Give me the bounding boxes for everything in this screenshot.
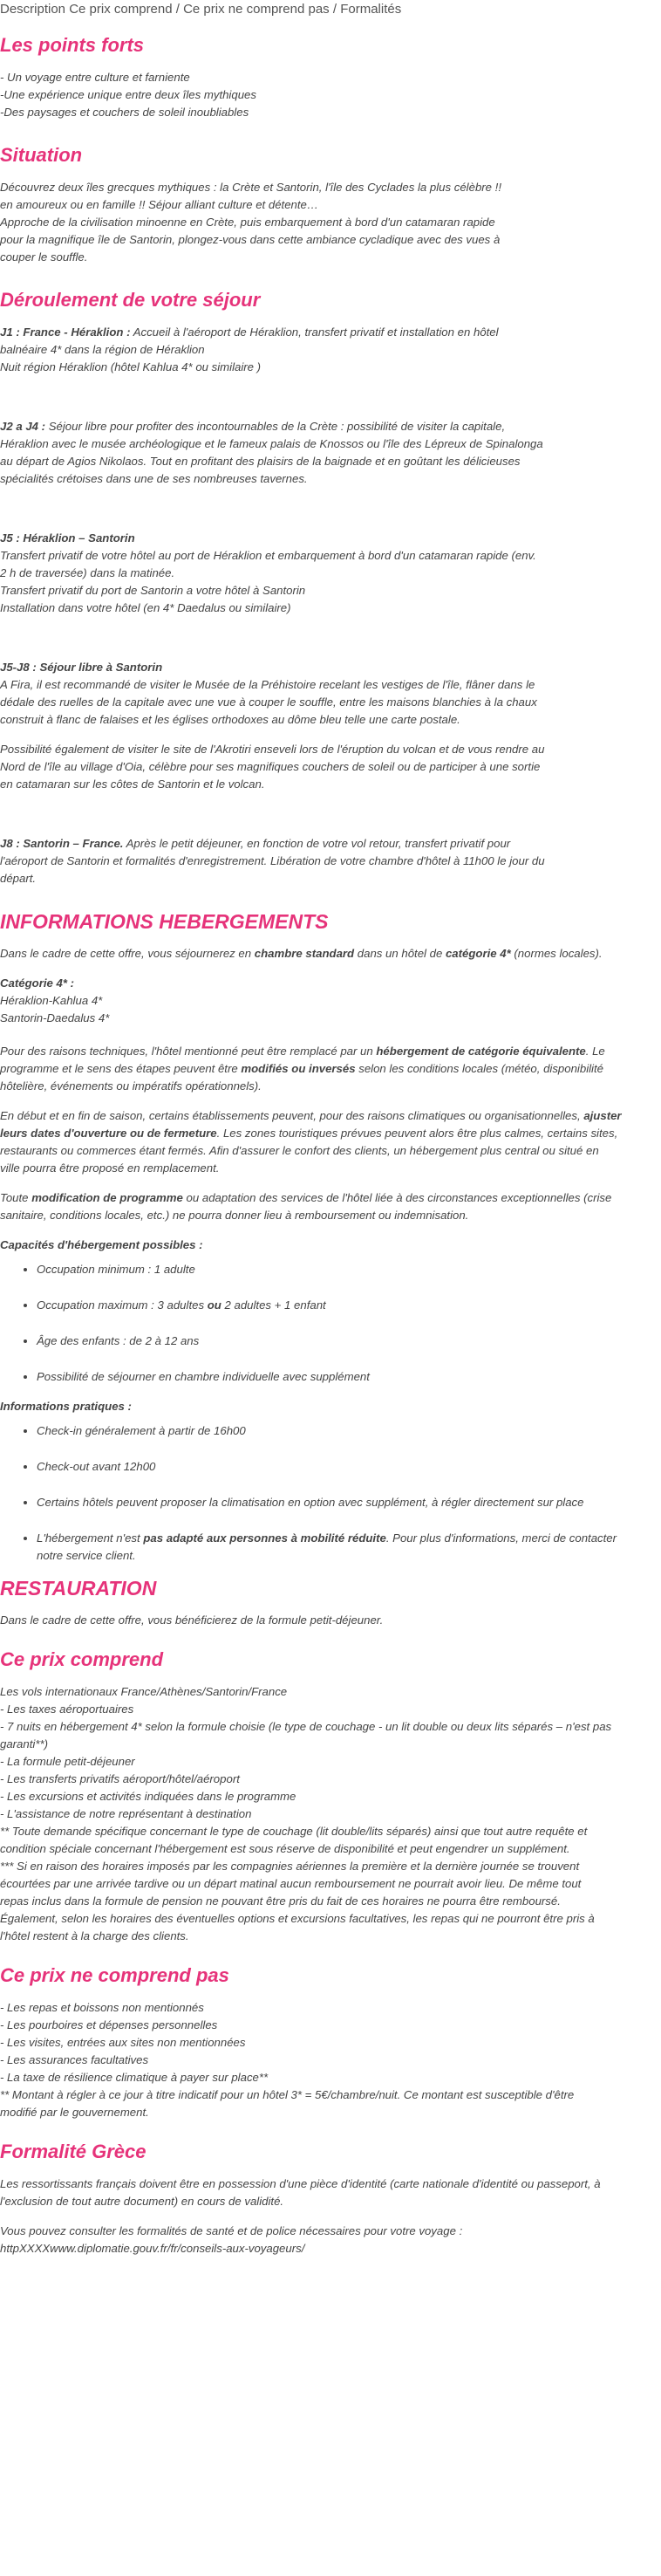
tab-prix[interactable]: Ce prix comprend / Ce prix ne comprend pas bbox=[69, 2, 330, 17]
text-line: Transfert privatif de votre hôtel au port de Héraklion et embarquement à bord d'un catamaran rapide (env. bbox=[0, 549, 536, 562]
text-line: 2 adultes + 1 enfant bbox=[221, 1298, 326, 1312]
text-line: Nord de l'île au village d'Oia, célèbre pour ses magnifiques couchers de soleil ou de participer à une sortie bbox=[0, 760, 541, 773]
text-bold: modification de programme bbox=[31, 1191, 183, 1204]
text-bold: ou bbox=[207, 1298, 221, 1312]
tab-bar: Description Ce prix comprend / Ce prix ne comprend pas / Formalités bbox=[0, 2, 402, 17]
list-item: écourtées par une arrivée tardive ou un départ matinal aucun remboursement ne pourrait avoir lieu. De même tout bbox=[0, 1877, 582, 1890]
list-item: ** Montant à régler à ce jour à titre indicatif pour un hôtel 3* = 5€/chambre/nuit. Ce montant est susceptible d'être bbox=[0, 2088, 575, 2101]
text-line: Héraklion avec le musée archéologique et le fameux palais de Knossos ou l'île des Lépreux de Spinalonga bbox=[0, 437, 543, 450]
list-item: ** Toute demande spécifique concernant le type de couchage (lit double/lits séparés) ainsi que tout autre requête et bbox=[0, 1825, 588, 1838]
ne-comprend-title: Ce prix ne comprend pas bbox=[0, 1964, 229, 1986]
text-line: Découvrez deux îles grecques mythiques : la Crète et Santorin, l'île des Cyclades la plus célèbre !! bbox=[0, 181, 501, 194]
formalite-title: Formalité Grèce bbox=[0, 2141, 147, 2162]
text-line: restaurants ou commerces étant fermés. Afin d'assurer le confort des clients, un hébergement plus central ou situé en bbox=[0, 1144, 599, 1157]
text-line: Les ressortissants français doivent être en possession d'une pièce d'identité (carte nationale d'identité ou passeport, à bbox=[0, 2177, 601, 2190]
list-item: - Les assurances facultatives bbox=[0, 2053, 149, 2066]
text-line: Dans le cadre de cette offre, vous bénéficierez de la formule petit-déjeuner. bbox=[0, 1613, 384, 1627]
list-item: - 7 nuits en hébergement 4* selon la formule choisie (le type de couchage - un lit double ou deux lits séparés – n'est pas bbox=[0, 1720, 612, 1733]
text-line: Approche de la civilisation minoenne en Crète, puis embarquement à bord d'un catamaran rapide bbox=[0, 216, 495, 229]
text-line: en catamaran sur les côtes de Santorin et le volcan. bbox=[0, 778, 265, 791]
tab-formalites[interactable]: Formalités bbox=[340, 2, 402, 17]
restauration-text bbox=[0, 1612, 661, 1629]
list-item: repas inclus dans la formule de pension ne pouvant être pris du fait de ces horaires ne pourra être remboursé. bbox=[0, 1894, 561, 1908]
text-line: l'aéroport de Santorin et formalités d'enregistrement. Libération de votre chambre d'hôtel à 11h00 le jour du bbox=[0, 854, 545, 867]
text-line: Accueil à l'aéroport de Héraklion, transfert privatif et installation en hôtel bbox=[130, 325, 499, 339]
ne-comprend-list bbox=[0, 1999, 661, 2121]
text-line: A Fira, il est recommandé de visiter le Musée de la Préhistoire recelant les vestiges de l'île, flâner dans le bbox=[0, 678, 535, 691]
hotel-name: Héraklion-Kahlua 4* bbox=[0, 994, 103, 1007]
text-line: (normes locales). bbox=[510, 947, 603, 960]
text-line: Installation dans votre hôtel (en 4* Daedalus ou similaire) bbox=[0, 601, 291, 614]
comprend-title: Ce prix comprend bbox=[0, 1648, 164, 1670]
text-bold: leurs dates d'ouverture ou de fermeture bbox=[0, 1127, 217, 1140]
text-line: Possibilité également de visiter le site de l'Akrotiri enseveli lors de l'éruption du volcan et de vous rendre au bbox=[0, 743, 545, 756]
text-line: construit à flanc de falaises et les églises orthodoxes au dôme bleu telle une carte postale. bbox=[0, 713, 460, 726]
text-line: Dans le cadre de cette offre, vous séjournerez en bbox=[0, 947, 255, 960]
text-line: l'exclusion de tout autre document) en cours de validité. bbox=[0, 2195, 284, 2208]
restauration-title: RESTAURATION bbox=[0, 1577, 157, 1600]
text-line: Après le petit déjeuner, en fonction de votre vol retour, transfert privatif pour bbox=[123, 837, 511, 850]
category-title: Catégorie 4* : bbox=[0, 976, 75, 990]
text-line: Vous pouvez consulter les formalités de santé et de police nécessaires pour votre voyage : bbox=[0, 2224, 463, 2237]
day-label: J5 : Héraklion – Santorin bbox=[0, 531, 135, 545]
text-line: en amoureux ou en famille !! Séjour alliant culture et détente… bbox=[0, 198, 319, 211]
text-line: au départ de Agios Nikolaos. Tout en profitant des plaisirs de la baignade et en goûtant les délicieuses bbox=[0, 455, 521, 468]
list-item: Également, selon les horaires des éventuelles options et excursions facultatives, les repas qui ne pourront être pris à bbox=[0, 1912, 595, 1925]
list-item: - Les repas et boissons non mentionnés bbox=[0, 2001, 204, 2014]
text-line: Séjour libre pour profiter des incontournables de la Crète : possibilité de visiter la capitale, bbox=[45, 420, 506, 433]
text-bold: catégorie 4* bbox=[445, 947, 511, 960]
text-bold: pas adapté aux personnes à mobilité réduite bbox=[143, 1531, 386, 1545]
hebergement-note-2 bbox=[0, 1107, 661, 1177]
list-item: condition spéciale concernant l'hébergement est sous réserve de disponibilité et peut engendrer un supplément. bbox=[0, 1842, 570, 1855]
list-item: - L'assistance de notre représentant à destination bbox=[0, 1807, 252, 1820]
list-item: modifié par le gouvernement. bbox=[0, 2106, 149, 2119]
text-bold: modifiés ou inversés bbox=[241, 1062, 356, 1075]
situation-title: Situation bbox=[0, 144, 83, 166]
day-j5 bbox=[0, 530, 661, 617]
hebergement-note-1 bbox=[0, 1043, 661, 1095]
text-line: . Le bbox=[585, 1045, 605, 1058]
day-j5-j8 bbox=[0, 659, 661, 729]
hebergement-intro bbox=[0, 945, 661, 963]
formalite-text-1 bbox=[0, 2175, 661, 2210]
text-line: programme et le sens des étapes peuvent être bbox=[0, 1062, 242, 1075]
list-item: • Check-in généralement à partir de 16h00 bbox=[37, 1422, 661, 1440]
deroulement-title: Déroulement de votre séjour bbox=[0, 289, 261, 311]
text-line: départ. bbox=[0, 872, 37, 885]
list-item: • Occupation minimum : 1 adulte bbox=[37, 1261, 661, 1278]
diplomatie-link[interactable]: httpXXXXwww.diplomatie.gouv.fr/fr/conseils-aux-voyageurs/ bbox=[0, 2242, 305, 2255]
list-item bbox=[37, 1297, 661, 1314]
list-item: • Âge des enfants : de 2 à 12 ans bbox=[37, 1333, 661, 1350]
page bbox=[0, 2, 661, 2257]
text-line: Nuit région Héraklion (hôtel Kahlua 4* ou similaire ) bbox=[0, 360, 262, 373]
text-line: balnéaire 4* dans la région de Héraklion bbox=[0, 343, 205, 356]
text-bold: ajuster bbox=[583, 1109, 622, 1122]
comprend-list bbox=[0, 1683, 661, 1945]
list-item: *** Si en raison des horaires imposés par les compagnies aériennes la première et la dernière journée se trouvent bbox=[0, 1860, 580, 1873]
list-item: - Les pourboires et dépenses personnelles bbox=[0, 2018, 218, 2031]
capacity-list bbox=[0, 1261, 661, 1386]
list-item: - Les transferts privatifs aéroport/hôtel/aéroport bbox=[0, 1772, 240, 1785]
text-line: L'hébergement n'est bbox=[37, 1531, 144, 1545]
list-item: -Une expérience unique entre deux îles mythiques bbox=[0, 88, 256, 101]
day-label: J8 : Santorin – France. bbox=[0, 837, 124, 850]
day-j2-j4 bbox=[0, 418, 661, 488]
text-line: couper le souffle. bbox=[0, 250, 88, 264]
text-line: Pour des raisons techniques, l'hôtel mentionné peut être remplacé par un bbox=[0, 1045, 377, 1058]
points-forts-list bbox=[0, 69, 661, 121]
text-line: dans un hôtel de bbox=[354, 947, 446, 960]
hebergement-note-3 bbox=[0, 1189, 661, 1224]
text-bold: hébergement de catégorie équivalente bbox=[376, 1045, 586, 1058]
text-line: . Pour plus d'informations, merci de contacter bbox=[385, 1531, 617, 1545]
text-line: Toute bbox=[0, 1191, 32, 1204]
hebergements-title: INFORMATIONS HEBERGEMENTS bbox=[0, 910, 329, 933]
text-line: pour la magnifique île de Santorin, plongez-vous dans cette ambiance cycladique avec des vues à bbox=[0, 233, 501, 246]
list-item: - La formule petit-déjeuner bbox=[0, 1755, 135, 1768]
list-item: • Certains hôtels peuvent proposer la climatisation en option avec supplément, à régler directement sur place bbox=[37, 1494, 661, 1511]
text-line: notre service client. bbox=[37, 1549, 136, 1562]
list-item: • Check-out avant 12h00 bbox=[37, 1458, 661, 1476]
practical-list bbox=[0, 1422, 661, 1565]
list-item: l'hôtel restent à la charge des clients. bbox=[0, 1929, 189, 1942]
list-item: garanti**) bbox=[0, 1737, 48, 1750]
list-item: -Des paysages et couchers de soleil inoubliables bbox=[0, 106, 249, 119]
day-label: J1 : France - Héraklion : bbox=[0, 325, 131, 339]
text-line: sanitaire, conditions locales, etc.) ne pourra donner lieu à remboursement ou indemnisation. bbox=[0, 1209, 469, 1222]
hotel-category bbox=[0, 975, 661, 1027]
situation-text bbox=[0, 179, 661, 266]
text-line: selon les conditions locales (météo, disponibilité bbox=[355, 1062, 603, 1075]
tab-description[interactable]: Description bbox=[0, 2, 66, 17]
list-item: - Les taxes aéroportuaires bbox=[0, 1702, 134, 1716]
text-line: 2 h de traversée) dans la matinée. bbox=[0, 566, 175, 579]
text-line: hôtelière, événements ou impératifs opérationnels). bbox=[0, 1079, 262, 1093]
text-line: spécialités crétoises dans une de ses nombreuses tavernes. bbox=[0, 472, 308, 485]
text-bold: chambre standard bbox=[254, 947, 355, 960]
list-item: - Les excursions et activités indiquées dans le programme bbox=[0, 1790, 296, 1803]
practical-title: Informations pratiques : bbox=[0, 1400, 132, 1413]
text-line: ou adaptation des services de l'hôtel liée à des circonstances exceptionnelles (crise bbox=[182, 1191, 612, 1204]
list-item: - Un voyage entre culture et farniente bbox=[0, 71, 190, 84]
text-line: . Les zones touristiques prévues peuvent alors être plus calmes, certains sites, bbox=[216, 1127, 618, 1140]
text-line: dédale des ruelles de la capitale avec une vue à couper le souffle, entre les maisons blanchies à la chaux bbox=[0, 695, 537, 709]
list-item: - La taxe de résilience climatique à payer sur place** bbox=[0, 2071, 269, 2084]
day-j8 bbox=[0, 835, 661, 887]
day-j5-j8-more bbox=[0, 741, 661, 793]
day-label: J2 a J4 : bbox=[0, 420, 46, 433]
text-line: En début et en fin de saison, certains établissements peuvent, pour des raisons climatiques ou organisationnelles, bbox=[0, 1109, 584, 1122]
text-line: Transfert privatif du port de Santorin a votre hôtel à Santorin bbox=[0, 584, 306, 597]
text-line: Occupation maximum : 3 adultes bbox=[37, 1298, 208, 1312]
capacity-title: Capacités d'hébergement possibles : bbox=[0, 1238, 203, 1251]
formalite-text-2 bbox=[0, 2223, 661, 2257]
list-item: Les vols internationaux France/Athènes/Santorin/France bbox=[0, 1685, 288, 1698]
text-line: ville pourra être proposé en remplacement. bbox=[0, 1161, 220, 1175]
points-forts-title: Les points forts bbox=[0, 34, 145, 56]
list-item bbox=[37, 1530, 661, 1565]
list-item: • Possibilité de séjourner en chambre individuelle avec supplément bbox=[37, 1368, 661, 1386]
list-item: - Les visites, entrées aux sites non mentionnées bbox=[0, 2036, 246, 2049]
day-label: J5-J8 : Séjour libre à Santorin bbox=[0, 661, 163, 674]
day-j1 bbox=[0, 324, 661, 376]
hotel-name: Santorin-Daedalus 4* bbox=[0, 1011, 110, 1024]
